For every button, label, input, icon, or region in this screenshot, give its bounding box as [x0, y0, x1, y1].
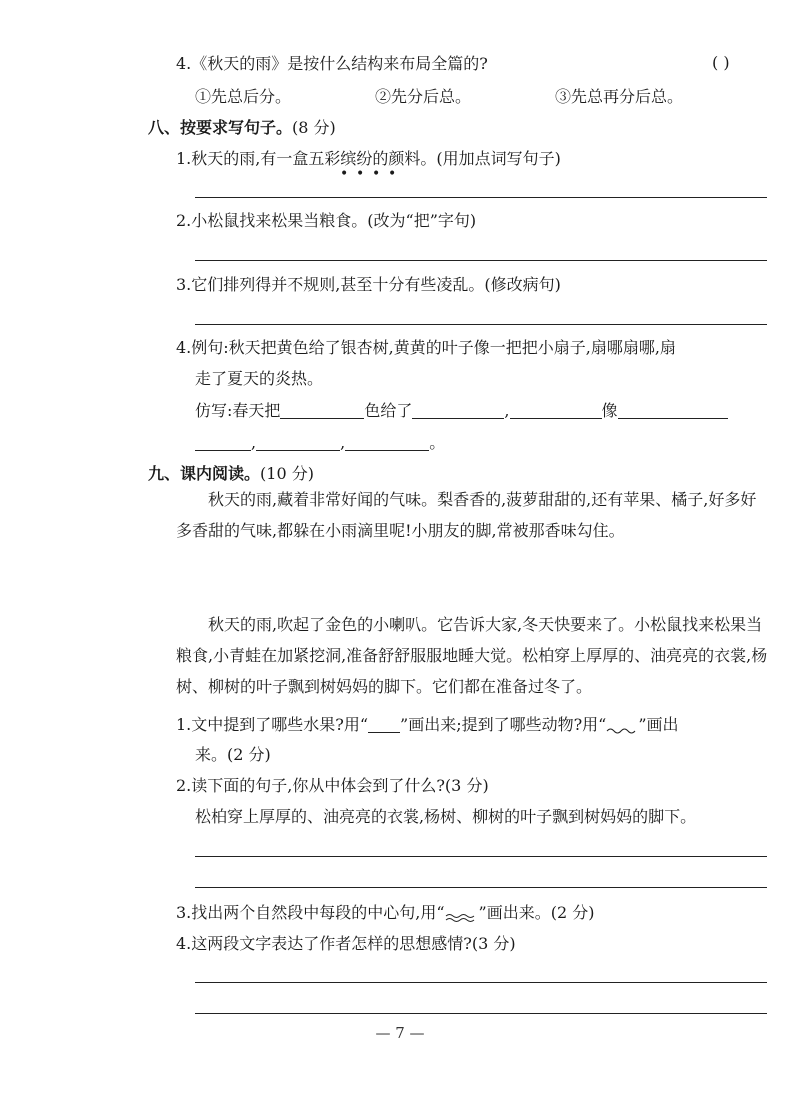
s9-q3-part-a: 3.找出两个自然段中每段的中心句,用“ — [176, 903, 445, 922]
s8-item-1: 1.秋天的雨,有一盒五彩缤纷的颜料。(用加点词写句子) — [176, 149, 561, 168]
straight-underline-symbol — [368, 720, 400, 733]
emphasis-dot: • — [388, 166, 397, 182]
s9-q1 — [176, 714, 679, 736]
s8-item-4-cont: 走了夏天的炎热。 — [195, 369, 324, 388]
s9-q3 — [176, 902, 594, 924]
wavy-underline-symbol — [606, 717, 638, 735]
emphasis-dot: • — [356, 166, 365, 182]
imitate-comma: , — [340, 433, 346, 452]
s8-item-4: 4.例句:秋天把黄色给了银杏树,黄黄的叶子像一把把小扇子,扇哪扇哪,扇 — [176, 338, 676, 357]
imitate-part-1: 色给了 — [364, 401, 413, 420]
reading-paragraph-2: 秋天的雨,吹起了金色的小喇叭。它告诉大家,冬天快要来了。小松鼠找来松果当粮食,小青蛙在加紧挖洞,准备舒舒服服地睡大觉。松柏穿上厚厚的、油亮亮的衣裳,杨树、柳树的叶子飘到树妈妈的脚下。它们都在准备过冬了。 — [176, 615, 768, 696]
q4-text: 4.《秋天的雨》是按什么结构来布局全篇的? — [176, 54, 488, 73]
q4-answer-paren[interactable]: ( ) — [712, 53, 730, 72]
answer-line[interactable] — [195, 197, 767, 198]
answer-line[interactable] — [195, 982, 767, 983]
emphasis-dot: • — [372, 166, 381, 182]
imitate-part-2: , — [504, 401, 510, 420]
fill-blank[interactable] — [618, 402, 728, 419]
answer-line[interactable] — [195, 856, 767, 857]
s9-q1-part-a: 1.文中提到了哪些水果?用“ — [176, 715, 369, 734]
answer-line[interactable] — [195, 887, 767, 888]
section-9-heading — [148, 463, 314, 485]
answer-line[interactable] — [195, 324, 767, 325]
answer-line[interactable] — [195, 260, 767, 261]
s9-q1-cont: 来。(2 分) — [195, 745, 271, 764]
s9-q1-part-b: ”画出来;提到了哪些动物?用“ — [400, 715, 607, 734]
imitate-line-1 — [195, 400, 728, 422]
section-8-heading — [148, 117, 336, 139]
imitate-comma: , — [251, 433, 257, 452]
fill-blank[interactable] — [256, 434, 340, 451]
section-8-title: 八、按要求写句子。 — [148, 118, 293, 137]
double-wavy-underline-symbol — [445, 905, 479, 923]
fill-blank[interactable] — [280, 402, 364, 419]
s9-q3-part-b: ”画出来。(2 分) — [478, 903, 595, 922]
section-9-points: (10 分) — [260, 464, 314, 483]
fill-blank[interactable] — [195, 434, 251, 451]
fill-blank[interactable] — [412, 402, 504, 419]
s9-q2: 2.读下面的句子,你从中体会到了什么?(3 分) — [176, 776, 489, 795]
q4-option-3: ③先总再分后总。 — [555, 87, 684, 106]
section-9-title: 九、课内阅读。 — [148, 464, 261, 483]
answer-line[interactable] — [195, 1013, 767, 1014]
s9-q2-quote: 松柏穿上厚厚的、油亮亮的衣裳,杨树、柳树的叶子飘到树妈妈的脚下。 — [195, 807, 697, 826]
fill-blank[interactable] — [510, 402, 602, 419]
imitate-part-3: 像 — [601, 401, 618, 420]
section-8-points: (8 分) — [292, 118, 336, 137]
emphasis-dot: • — [340, 166, 349, 182]
s8-item-2: 2.小松鼠找来松果当粮食。(改为“把”字句) — [176, 211, 477, 230]
reading-paragraph-1: 秋天的雨,藏着非常好闻的气味。梨香香的,菠萝甜甜的,还有苹果、橘子,好多好多香甜的气味,都躲在小雨滴里呢!小朋友的脚,常被那香味勾住。 — [176, 490, 757, 540]
fill-blank[interactable] — [345, 434, 429, 451]
s8-item-3: 3.它们排列得并不规则,甚至十分有些凌乱。(修改病句) — [176, 275, 561, 294]
s9-q1-part-c: ”画出 — [638, 715, 679, 734]
q4-option-1: ①先总后分。 — [195, 87, 292, 106]
s9-q4: 4.这两段文字表达了作者怎样的思想感情?(3 分) — [176, 934, 516, 953]
imitate-line-2 — [195, 432, 445, 454]
imitate-prefix: 仿写:春天把 — [195, 401, 281, 420]
imitate-end: 。 — [429, 433, 446, 452]
page-number: — 7 — — [375, 1024, 425, 1042]
q4-option-2: ②先分后总。 — [375, 87, 472, 106]
